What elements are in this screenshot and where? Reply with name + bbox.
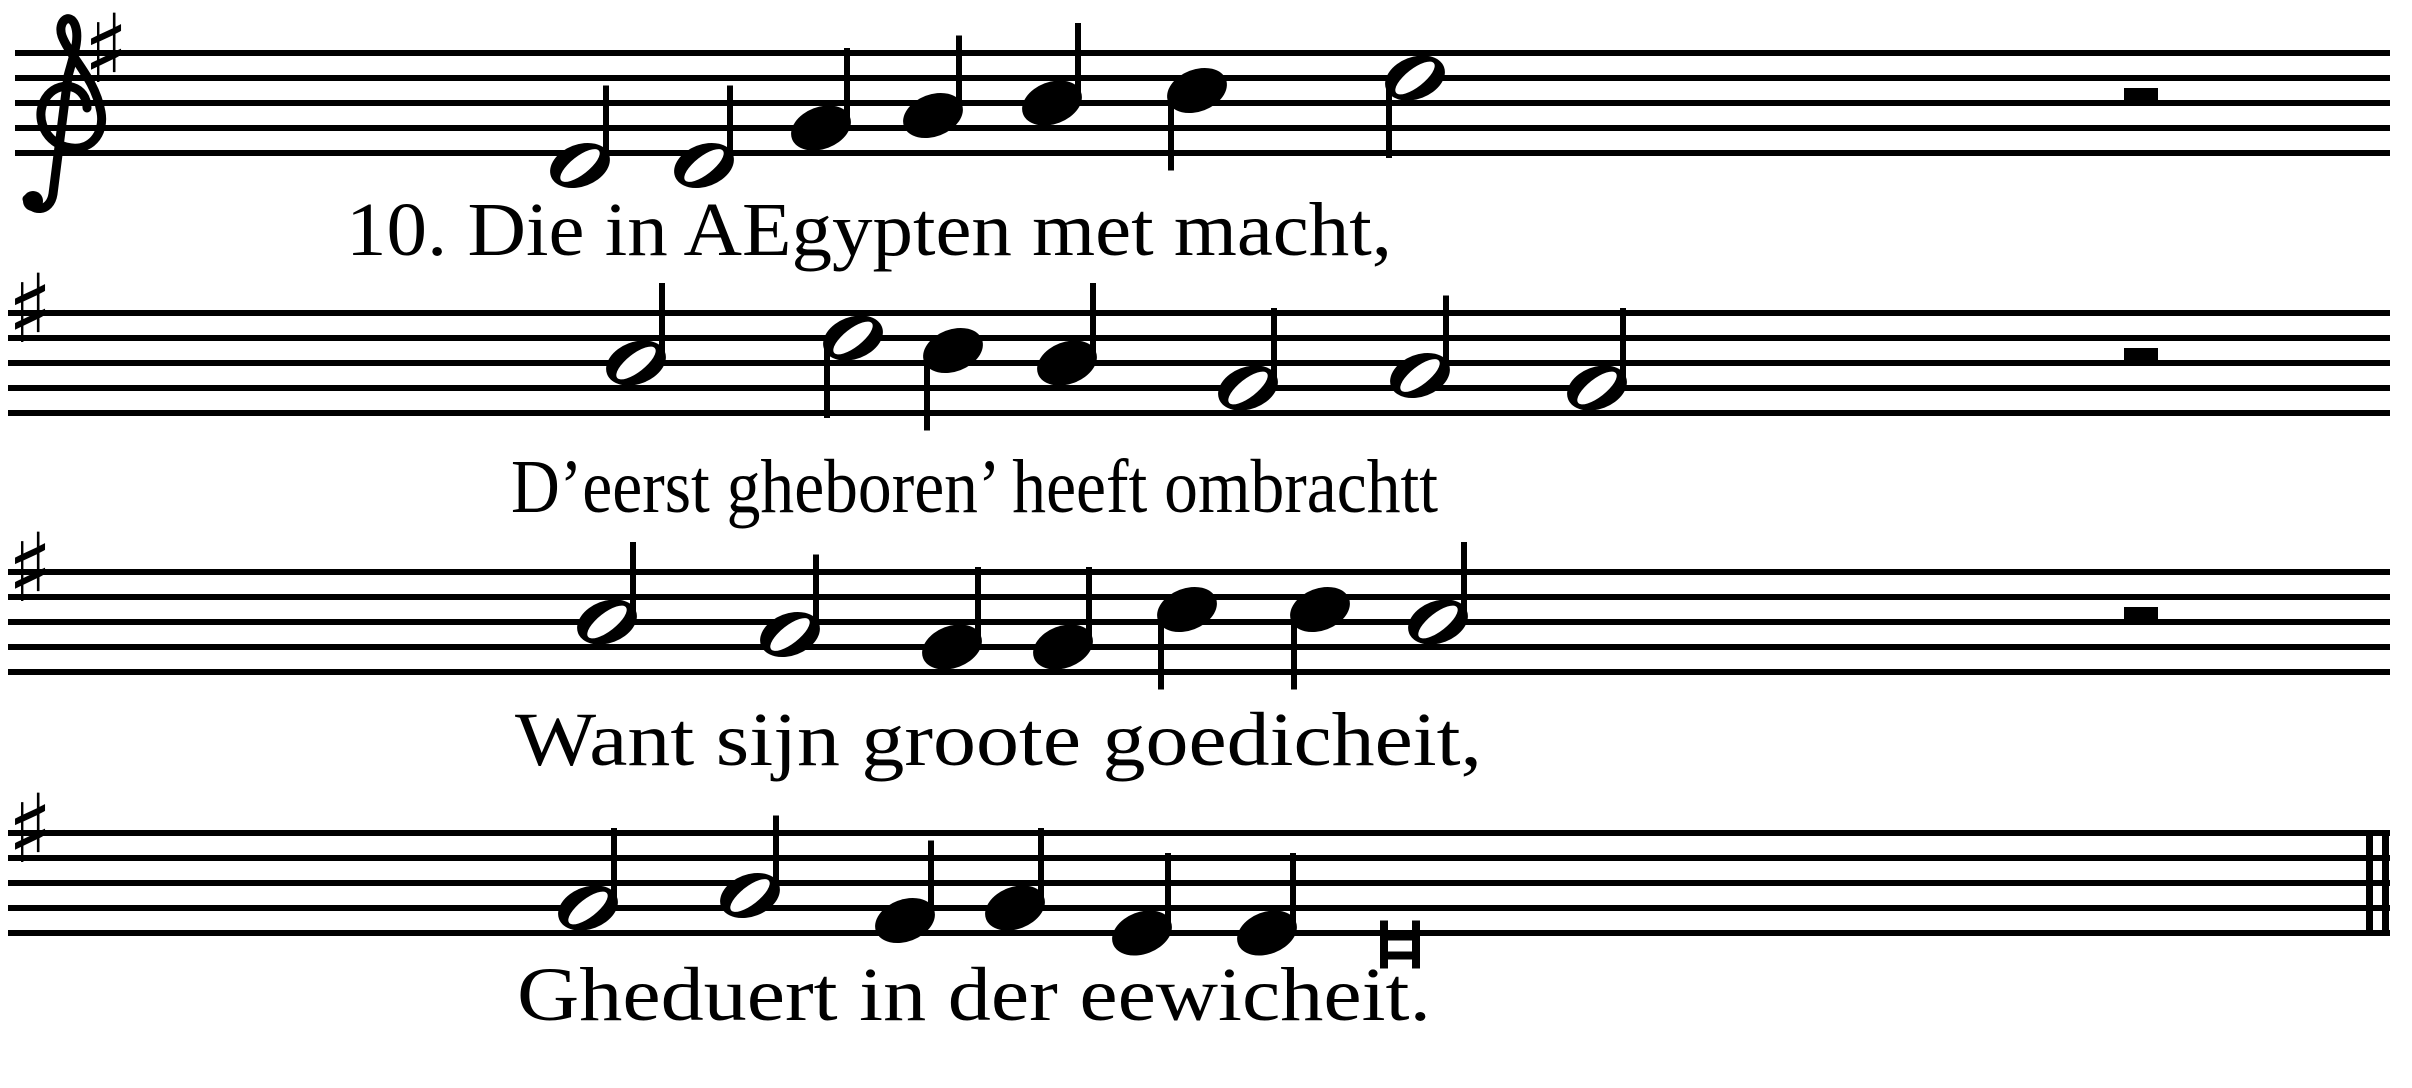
staff-line: [8, 880, 2390, 886]
staff-line: [8, 360, 2390, 366]
note-stem: [844, 48, 850, 126]
lyric-line-1: 10. Die in AEgypten met macht,: [346, 188, 1392, 272]
staff-line: [8, 669, 2390, 675]
staff-line: [15, 150, 2390, 156]
final-barline: [2382, 830, 2389, 936]
staff-line: [8, 569, 2390, 575]
note-stem: [1461, 542, 1467, 620]
staff-system-4: [7, 775, 2390, 969]
key-signature-sharp-icon: ♯: [83, 0, 129, 105]
final-barline: [2366, 830, 2373, 936]
note-stem: [924, 353, 930, 431]
key-signature-sharp-icon: ♯: [7, 514, 53, 624]
note-stem: [813, 555, 819, 633]
note-stem: [1158, 612, 1164, 690]
lyric-line-2: D’eerst gheboren’ heeft ombrachtt: [511, 445, 1438, 529]
note-stem: [1290, 853, 1296, 931]
note-stem: [1386, 80, 1392, 158]
note-stem: [1291, 612, 1297, 690]
staff-line: [8, 930, 2390, 936]
note-stem: [630, 542, 636, 620]
breve-bar: [1380, 933, 1420, 941]
note-stem: [1168, 93, 1174, 171]
staff-line: [8, 830, 2390, 836]
staff-line: [8, 644, 2390, 650]
staff-line: [8, 855, 2390, 861]
staff-system-2: [7, 255, 2390, 431]
lyric-line-4: Gheduert in der eewicheit.: [517, 953, 1431, 1037]
staff-system-1: [15, 0, 2390, 211]
note-stem: [1271, 308, 1277, 386]
note-stem: [1165, 853, 1171, 931]
note-stem: [1443, 296, 1449, 374]
note-stem: [659, 283, 665, 361]
lyric-line-3: Want sijn groote goedicheit,: [515, 698, 1482, 782]
note-stem: [611, 828, 617, 906]
staff-system-3: [7, 514, 2390, 690]
key-signature-sharp-icon: ♯: [7, 255, 53, 365]
staff-line: [8, 385, 2390, 391]
note-stem: [773, 816, 779, 894]
half-rest: [2124, 88, 2158, 103]
staff-line: [15, 125, 2390, 131]
note-stem: [928, 841, 934, 919]
note-stem: [1075, 23, 1081, 101]
staff-line: [8, 905, 2390, 911]
half-rest: [2124, 348, 2158, 363]
note-stem: [824, 340, 830, 418]
note-stem: [1090, 283, 1096, 361]
staff-line: [8, 410, 2390, 416]
note-stem: [1038, 828, 1044, 906]
note-stem: [956, 36, 962, 114]
staff-line: [15, 50, 2390, 56]
half-rest: [2124, 607, 2158, 622]
note-stem: [1086, 567, 1092, 645]
key-signature-sharp-icon: ♯: [7, 775, 53, 885]
staff-line: [8, 310, 2390, 316]
staff-line: [8, 335, 2390, 341]
note-stem: [1620, 308, 1626, 386]
note-stem: [727, 86, 733, 164]
note-stem: [603, 86, 609, 164]
note-stem: [975, 567, 981, 645]
